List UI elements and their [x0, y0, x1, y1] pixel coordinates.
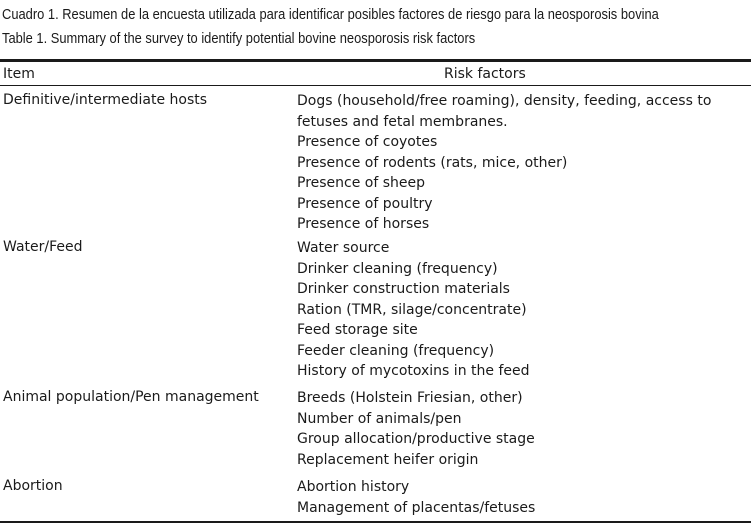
risk-factor: Presence of sheep [297, 175, 426, 191]
bottom-rule [0, 521, 751, 523]
risk-factor: Presence of rodents (rats, mice, other) [297, 154, 568, 171]
item-label: Abortion [3, 478, 63, 494]
risk-factor: Presence of horses [297, 216, 430, 232]
risk-factor: Feed storage site [297, 322, 418, 338]
risk-factor: Management of placentas/fetuses [297, 499, 536, 516]
risk-factor: Abortion history [297, 479, 410, 495]
risk-factor: Presence of coyotes [297, 134, 438, 150]
risk-factor-list [297, 91, 751, 235]
table-captions [2, 4, 750, 48]
item-label: Water/Feed [3, 239, 83, 255]
table-header [0, 64, 751, 84]
risk-factor: Replacement heifer origin [297, 451, 479, 468]
risk-factor-list [297, 238, 751, 382]
caption-spanish: Cuadro 1. Resumen de la encuesta utilizada para identificar posibles factores de riesgo para la neosporosis bovina [2, 6, 659, 23]
item-label: Definitive/intermediate hosts [3, 92, 208, 108]
column-header-item: Item [3, 66, 35, 82]
header-rule [0, 85, 751, 86]
risk-factor: Drinker construction materials [297, 281, 510, 297]
risk-factor: Drinker cleaning (frequency) [297, 260, 498, 277]
risk-factor: Presence of poultry [297, 195, 433, 212]
risk-factor: History of mycotoxins in the feed [297, 363, 530, 379]
risk-factor: Ration (TMR, silage/concentrate) [297, 301, 527, 318]
top-rule [0, 59, 751, 62]
risk-factor: Feeder cleaning (frequency) [297, 342, 495, 359]
risk-factor: Group allocation/productive stage [297, 431, 535, 447]
caption-english: Table 1. Summary of the survey to identify potential bovine neosporosis risk factors [2, 30, 476, 47]
risk-factor-list [297, 388, 751, 470]
table-body [0, 91, 751, 521]
risk-factor: Breeds (Holstein Friesian, other) [297, 390, 523, 406]
group-abortion [0, 477, 751, 521]
group-animal-population-pen-management [0, 388, 751, 477]
group-water-feed [0, 238, 751, 388]
item-label: Animal population/Pen management [3, 389, 259, 405]
group-definitive-intermediate-hosts [0, 91, 751, 238]
column-header-risk-factors: Risk factors [444, 66, 526, 82]
risk-factor-list [297, 477, 751, 518]
risk-factor: Dogs (household/free roaming), density, feeding, access to fetuses and fetal membranes. [297, 93, 712, 130]
risk-factor: Number of animals/pen [297, 410, 462, 427]
risk-factor: Water source [297, 240, 390, 256]
